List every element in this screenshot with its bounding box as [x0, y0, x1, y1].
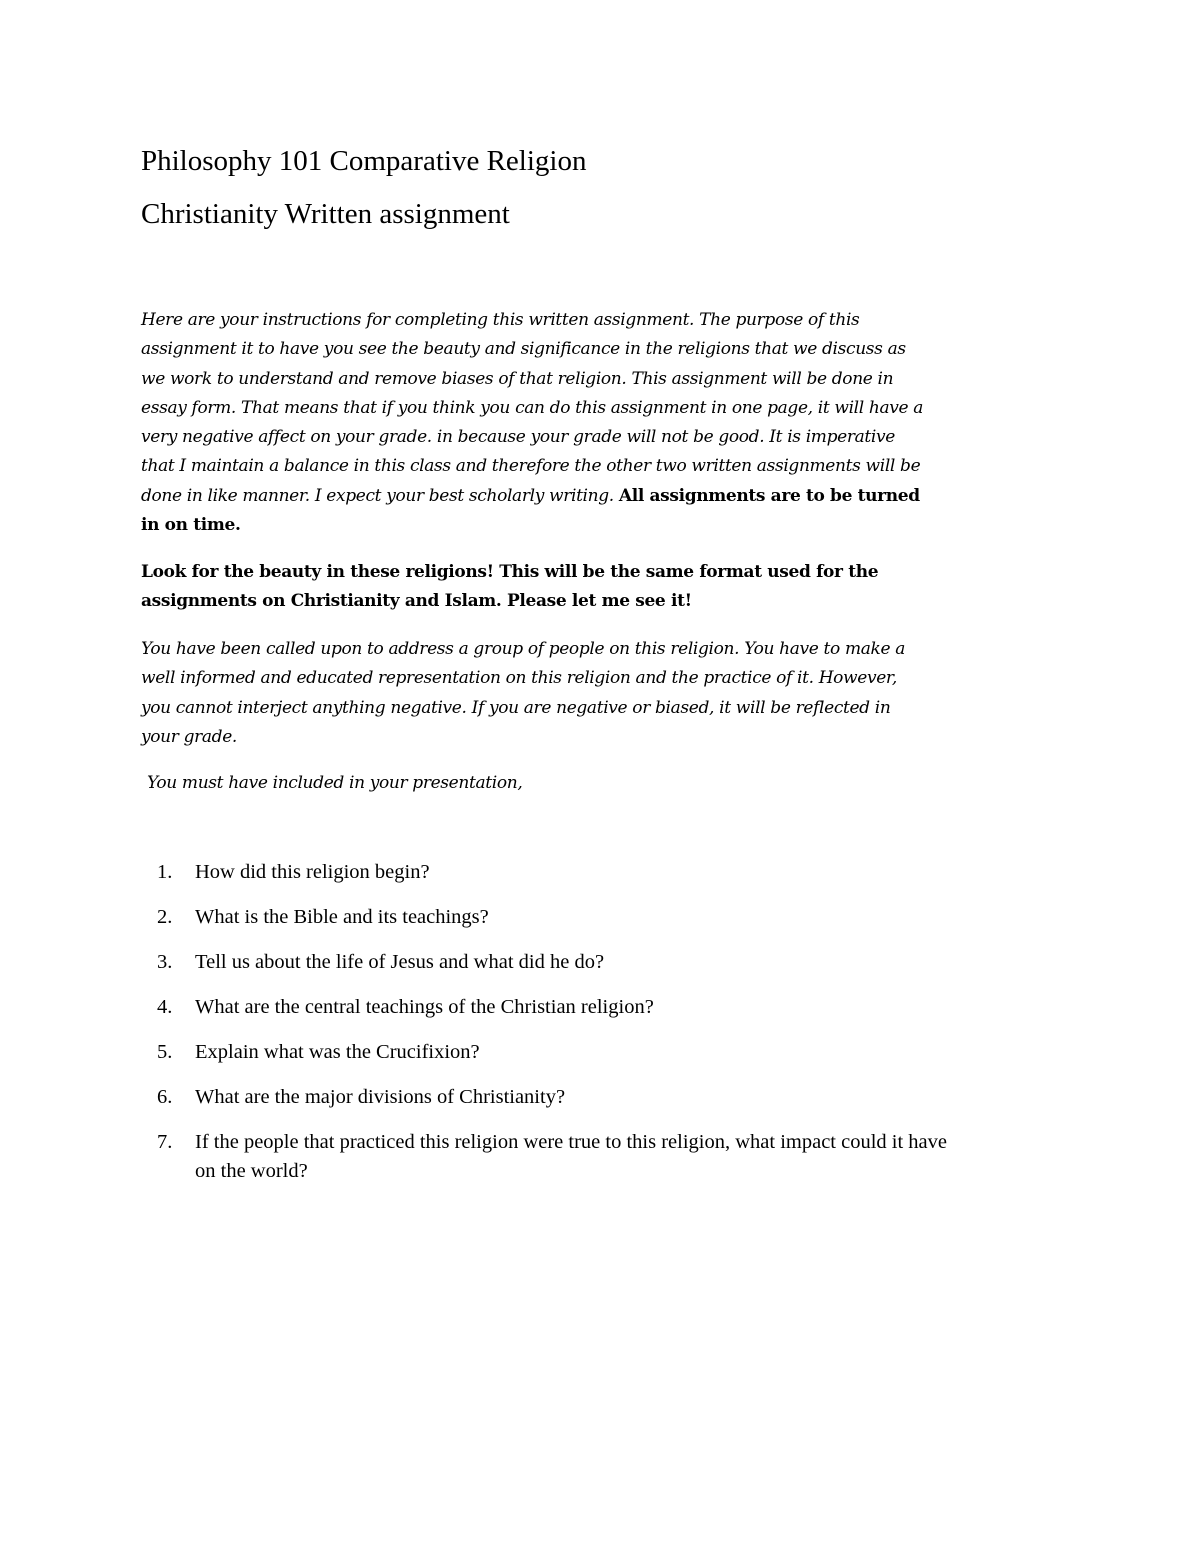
instructions-line: essay form. That means that if you think you can do this assignment in one page, it will have a	[141, 397, 924, 418]
instructions-line: Here are your instructions for completing this written assignment. The purpose of this	[141, 310, 860, 330]
list-item	[141, 993, 1071, 1022]
course-title: Philosophy 101 Comparative Religion	[141, 145, 587, 177]
list-number: 7.	[157, 1131, 173, 1153]
on-time-notice: All assignments are to be turned	[618, 485, 920, 506]
list-number: 1.	[157, 861, 173, 883]
question-text: Tell us about the life of Jesus and what did he do?	[195, 951, 605, 973]
question-text: What are the major divisions of Christianity?	[195, 1086, 566, 1108]
question-text: What is the Bible and its teachings?	[195, 906, 489, 928]
list-item	[141, 1128, 1071, 1186]
question-text: Explain what was the Crucifixion?	[195, 1041, 480, 1063]
instructions-line: that I maintain a balance in this class and therefore the other two written assignments will be	[141, 456, 921, 477]
list-number: 2.	[157, 906, 173, 928]
on-time-notice-tail: in on time.	[141, 515, 241, 536]
question-text: If the people that practiced this religion were true to this religion, what impact could it have	[195, 1131, 947, 1153]
list-number: 4.	[157, 996, 173, 1018]
list-item	[141, 1083, 1071, 1112]
list-item	[141, 1038, 1071, 1067]
list-number: 5.	[157, 1041, 173, 1063]
must-include-intro	[147, 769, 1067, 798]
question-text: How did this religion begin?	[195, 861, 430, 883]
list-item	[141, 903, 1071, 932]
instructions-paragraph	[141, 306, 1061, 540]
list-number: 3.	[157, 951, 173, 973]
beauty-line: assignments on Christianity and Islam. Please let me see it!	[141, 591, 692, 612]
instructions-line: assignment it to have you see the beauty and significance in the religions that we discuss as	[141, 339, 906, 360]
instructions-line	[141, 482, 1061, 511]
instructions-italic-end: done in like manner. I expect your best scholarly writing.	[141, 485, 619, 506]
assignment-title: Christianity Written assignment	[141, 198, 510, 230]
scenario-line: well informed and educated representation on this religion and the practice of it. However,	[141, 668, 897, 689]
scenario-line: You have been called upon to address a group of people on this religion. You have to make a	[141, 639, 906, 659]
questions-list	[141, 858, 1071, 1202]
scenario-line: your grade.	[141, 726, 237, 747]
question-text-continued: on the world?	[195, 1160, 308, 1182]
beauty-line: Look for the beauty in these religions! This will be the same format used for the	[141, 562, 879, 582]
list-item	[141, 858, 1071, 887]
list-item	[141, 948, 1071, 977]
must-include-text: You must have included in your presentation,	[147, 773, 523, 793]
list-number: 6.	[157, 1086, 173, 1108]
instructions-line: we work to understand and remove biases of that religion. This assignment will be done in	[141, 368, 894, 389]
question-text: What are the central teachings of the Christian religion?	[195, 996, 654, 1018]
beauty-paragraph	[141, 558, 1061, 617]
scenario-paragraph	[141, 635, 1061, 752]
scenario-line: you cannot interject anything negative. If you are negative or biased, it will be reflected in	[141, 697, 891, 718]
instructions-line: very negative affect on your grade. in because your grade will not be good. It is imperative	[141, 427, 895, 448]
